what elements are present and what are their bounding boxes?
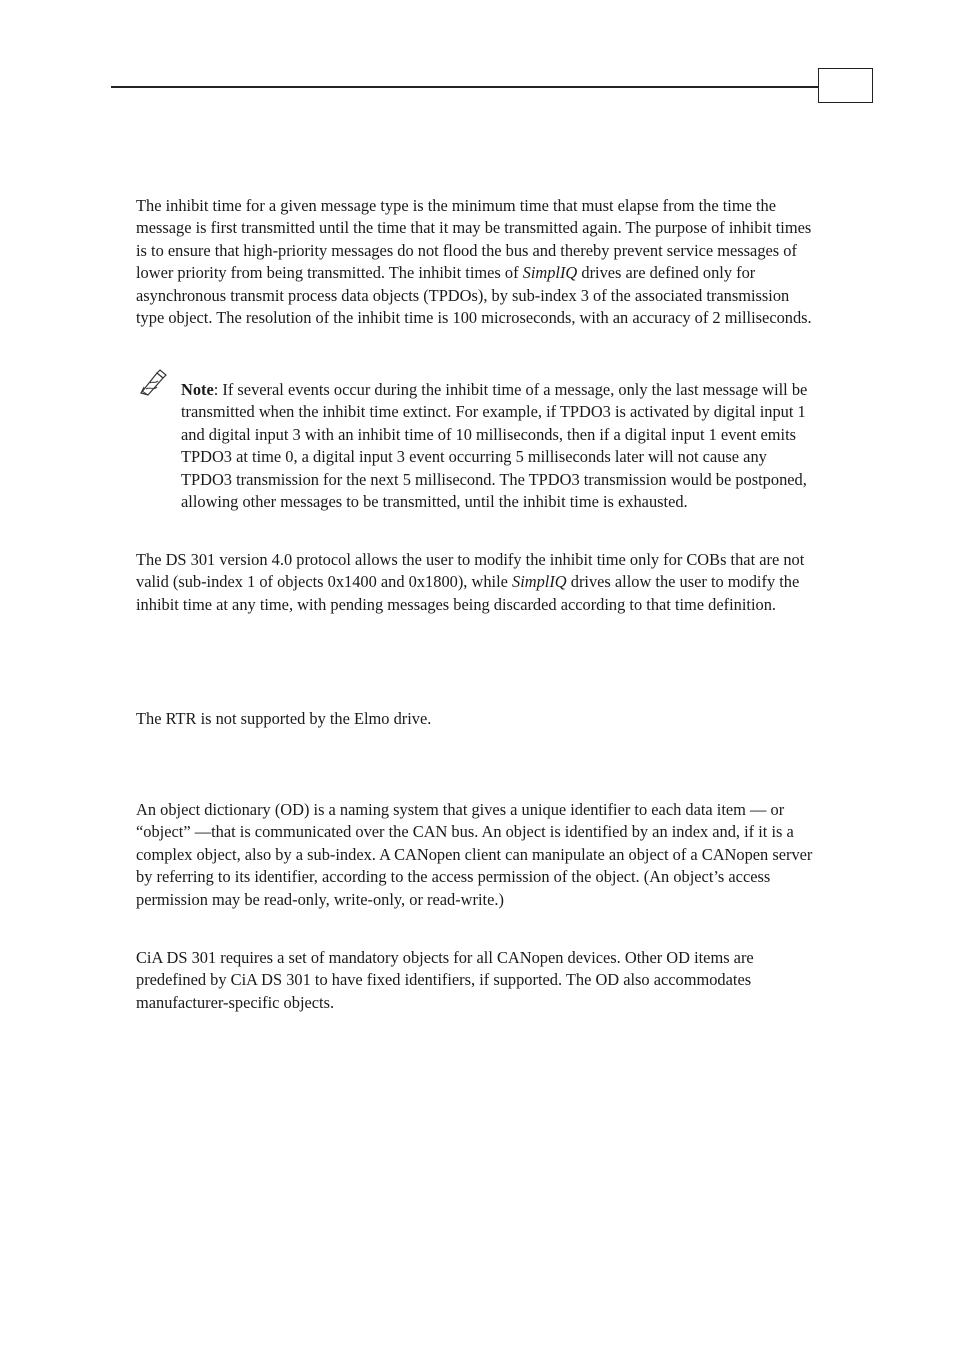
inhibit-time-paragraph: The inhibit time for a given message type is the minimum time that must elapse from the time the message is first transmitted until the time that it may be transmitted again. The purpose of inhibit times is to ensure that high-priority messages do not flood the bus and thereby prevent service messages of lower priority from being transmitted. The inhibit times of SimplIQ drives are defined only for asynchronous transmit process data objects (TPDOs), by sub-index 3 of the associated transmission type object. The resolution of the inhibit time is 100 microseconds, with an accuracy of 2 milliseconds. xyxy=(136,196,812,328)
od-definition-paragraph: An object dictionary (OD) is a naming system that gives a unique identifier to each data item — or “object” —that is communicated over the CAN bus. An object is identified by an index and, if it is a complex object, also by a sub-index. A CANopen client can manipulate an object of a CANopen server by referring to its identifier, according to the access permission of the object. (An object’s access permission may be read-only, write-only, or read-write.) xyxy=(136,800,813,909)
note-label: Note xyxy=(181,380,214,399)
note-pen-icon xyxy=(138,369,168,397)
note-paragraph: Note: If several events occur during the inhibit time of a message, only the last message will be transmitted when the inhibit time extinct. For example, if TPDO3 is activated by digital input 1 and digital input 3 with an inhibit time of 10 milliseconds, then if a digital input 1 event emits TPDO3 at time 0, a digital input 3 event occurring 5 milliseconds later will not cause any TPDO3 transmission for the next 5 millisecond. The TPDO3 transmission would be postponed, allowing other messages to be transmitted, until the inhibit time is exhausted. xyxy=(181,380,808,512)
page-number-box xyxy=(818,68,873,103)
rtr-paragraph: The RTR is not supported by the Elmo drive. xyxy=(136,709,432,728)
brand-simpliq: SimplIQ xyxy=(522,263,578,283)
brand-simpliq: SimplIQ xyxy=(512,572,567,592)
header-rule xyxy=(111,86,819,88)
od-mandatory-paragraph: CiA DS 301 requires a set of mandatory objects for all CANopen devices. Other OD items are predefined by CiA DS 301 to have fixed identifiers, if supported. The OD also accommodates manufacturer-specific objects. xyxy=(136,948,754,1012)
inhibit-modify-paragraph: The DS 301 version 4.0 protocol allows the user to modify the inhibit time only for COBs that are not valid (sub-index 1 of objects 0x1400 and 0x1800), while SimplIQ drives allow the user to modify the inhibit time at any time, with pending messages being discarded according to that time definition. xyxy=(136,550,805,614)
